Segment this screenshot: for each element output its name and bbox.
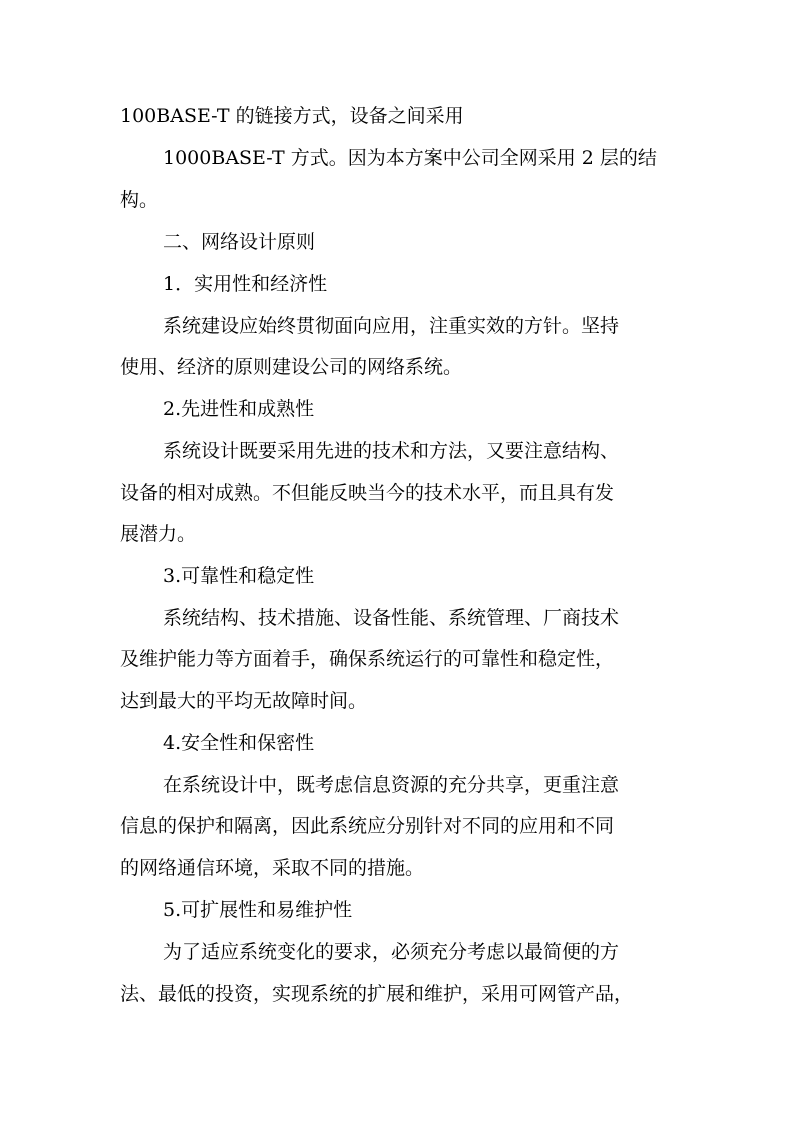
text-line: 达到最大的平均无故障时间。 — [120, 690, 368, 712]
text-line: 系统结构、技术措施、设备性能、系统管理、厂商技术 — [163, 607, 620, 629]
text-line: 系统建设应始终贯彻面向应用，注重实效的方针。坚持 — [163, 315, 620, 337]
text-line: 1000BASE-T 方式。因为本方案中公司全网采用 2 层的结 — [163, 147, 657, 169]
subsection-heading: 1．实用性和经济性 — [163, 273, 328, 295]
text-line: 设备的相对成熟。不但能反映当今的技术水平，而且具有发 — [120, 482, 615, 504]
text-line: 为了适应系统变化的要求，必须充分考虑以最简便的方 — [163, 941, 620, 963]
text-line: 在系统设计中，既考虑信息资源的充分共享，更重注意 — [163, 774, 620, 796]
text-line: 及维护能力等方面着手，确保系统运行的可靠性和稳定性， — [120, 648, 615, 670]
subsection-heading: 2.先进性和成熟性 — [163, 398, 315, 420]
text-line: 100BASE-T 的链接方式，设备之间采用 — [120, 105, 464, 127]
subsection-heading: 5.可扩展性和易维护性 — [163, 899, 353, 921]
text-line: 信息的保护和隔离，因此系统应分别针对不同的应用和不同 — [120, 815, 615, 837]
subsection-heading: 3.可靠性和稳定性 — [163, 565, 315, 587]
section-heading: 二、网络设计原则 — [163, 231, 316, 253]
text-line: 使用、经济的原则建设公司的网络系统。 — [120, 356, 463, 378]
text-line: 法、最低的投资，实现系统的扩展和维护，采用可网管产品， — [120, 983, 634, 1005]
text-line: 系统设计既要采用先进的技术和方法，又要注意结构、 — [163, 440, 620, 462]
subsection-heading: 4.安全性和保密性 — [163, 732, 315, 754]
text-line: 构。 — [120, 189, 159, 211]
text-line: 展潜力。 — [120, 523, 197, 545]
text-line: 的网络通信环境，采取不同的措施。 — [120, 857, 425, 879]
